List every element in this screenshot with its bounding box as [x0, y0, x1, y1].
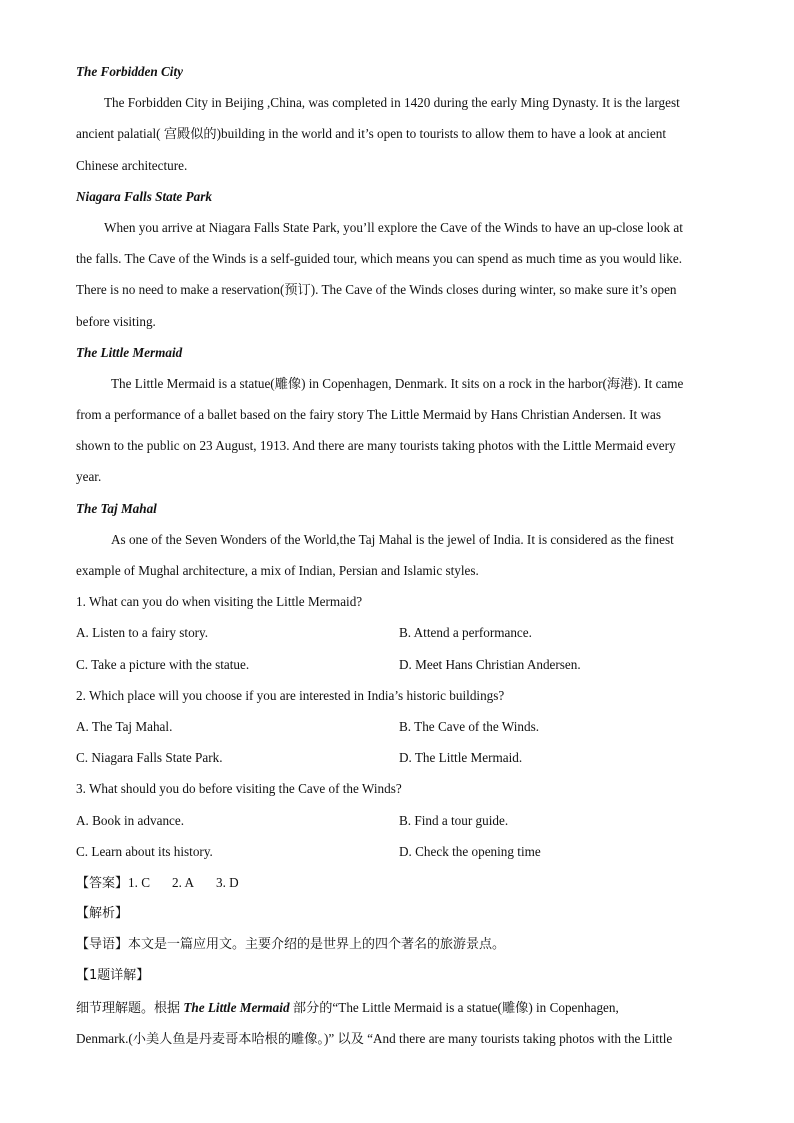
option-b: B. Find a tour guide. [399, 812, 509, 828]
section-title: The Little Mermaid [76, 344, 183, 360]
option-d: D. Check the opening time [399, 843, 541, 859]
option-d: D. Meet Hans Christian Andersen. [399, 656, 581, 672]
option-a: A. Book in advance. [76, 812, 185, 828]
options-row [76, 617, 718, 648]
question-stem: 2. Which place will you choose if you are interested in India’s historic buildings? [76, 687, 505, 703]
document-page [76, 56, 718, 1054]
option-a: A. The Taj Mahal. [76, 718, 173, 734]
paragraph-line: There is no need to make a reservation(预订). The Cave of the Winds closes during winter, so make sure it’s open [76, 282, 677, 298]
paragraph-line: example of Mughal architecture, a mix of Indian, Persian and Islamic styles. [76, 563, 479, 578]
paragraph-line: the falls. The Cave of the Winds is a self-guided tour, which means you can spend as much time as you would like. [76, 251, 683, 267]
option-c: C. Learn about its history. [76, 843, 213, 859]
section-title: The Taj Mahal [76, 500, 157, 516]
option-b: B. Attend a performance. [399, 625, 532, 641]
paragraph-line: When you arrive at Niagara Falls State Park, you’ll explore the Cave of the Winds to have an up-close look at [104, 219, 683, 235]
options-row [76, 711, 718, 742]
options-row [76, 836, 718, 867]
answer-item: 2. A [172, 874, 194, 890]
options-row [76, 805, 718, 836]
option-b: B. The Cave of the Winds. [399, 718, 539, 734]
q1-detail-line: Denmark.(小美人鱼是丹麦哥本哈根的雕像。)” 以及 “And there are many tourists taking photos with the Little [76, 1030, 673, 1046]
analysis-label: 【解析】 [76, 906, 129, 922]
section-title: Niagara Falls State Park [76, 188, 212, 204]
paragraph-line: from a performance of a ballet based on the fairy story The Little Mermaid by Hans Christian Andersen. It was [76, 407, 661, 423]
question-stem: 1. What can you do when visiting the Little Mermaid? [76, 594, 363, 610]
paragraph-line: ancient palatial( 宫殿似的)building in the world and it’s open to tourists to allow them to have a look at ancient [76, 126, 667, 142]
options-row [76, 649, 718, 680]
answer-item: 3. D [215, 874, 239, 890]
answer-item: 1. C [128, 874, 150, 890]
question-stem: 3. What should you do before visiting the Cave of the Winds? [76, 781, 402, 797]
options-row [76, 742, 718, 773]
paragraph-line: shown to the public on 23 August, 1913. And there are many tourists taking photos with the Little Mermaid every [76, 438, 676, 454]
option-c: C. Niagara Falls State Park. [76, 750, 223, 766]
paragraph-line: before visiting. [76, 313, 156, 329]
q1-detail-text: 细节理解题。根据 [76, 1000, 181, 1016]
option-c: C. Take a picture with the statue. [76, 656, 250, 672]
q1-detail-label: 【1题详解】 [76, 968, 150, 984]
answer-label: 【答案】 [76, 875, 129, 891]
paragraph-line: As one of the Seven Wonders of the World,the Taj Mahal is the jewel of India. It is considered as the finest [111, 531, 674, 547]
option-a: A. Listen to a fairy story. [76, 625, 209, 641]
guide-text: 【导语】本文是一篇应用文。主要介绍的是世界上的四个著名的旅游景点。 [76, 937, 506, 953]
q1-detail-line [76, 992, 718, 1023]
paragraph-line: Chinese architecture. [76, 157, 188, 173]
option-d: D. The Little Mermaid. [399, 750, 523, 766]
answer-line [76, 867, 718, 898]
paragraph-line: The Little Mermaid is a statue(雕像) in Copenhagen, Denmark. It sits on a rock in the harbor(海港). It came [111, 375, 684, 391]
paragraph-line: year. [76, 469, 102, 485]
paragraph-line: The Forbidden City in Beijing ,China, was completed in 1420 during the early Ming Dynasty. It is the largest [104, 95, 680, 111]
q1-detail-text: 部分的“The Little Mermaid is a statue(雕像) in Copenhagen, [292, 999, 619, 1015]
section-title: The Forbidden City [76, 64, 183, 79]
q1-detail-ref: The Little Mermaid [183, 999, 290, 1015]
